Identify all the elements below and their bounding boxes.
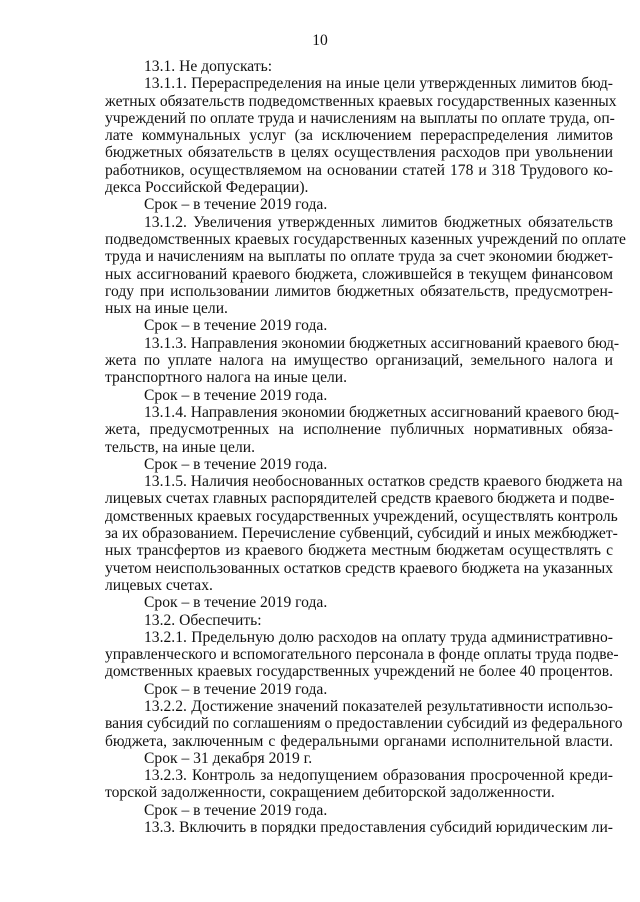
text-line: за их образованием. Перечисление субвенций, субсидий и иных межбюджет-: [105, 525, 618, 543]
text-line: Срок – в течение 2019 года.: [144, 196, 328, 214]
text-line: 13.2.1. Предельную долю расходов на оплату труда административно-: [144, 628, 613, 646]
text-line: учетом неиспользованных остатков средств краевого бюджета на указанных: [105, 559, 613, 577]
text-line: ных трансфертов из краевого бюджета местным бюджетам осуществлять с: [105, 542, 613, 560]
text-line: 13.1. Не допускать:: [144, 58, 273, 75]
text-line: 13.1.4. Направления экономии бюджетных ассигнований краевого бюд-: [144, 403, 620, 421]
text-line: жета, предусмотренных на исполнение публичных нормативных обяза-: [105, 421, 613, 439]
text-line: жетных обязательств подведомственных краевых государственных казенных: [105, 92, 617, 110]
text-line: 13.3. Включить в порядки предоставления субсидий юридическим ли-: [144, 819, 613, 837]
text-line: декса Российской Федерации).: [105, 179, 309, 197]
text-line: домственных краевых государственных учреждений не более 40 процентов.: [105, 663, 613, 681]
text-line: тельств, на иные цели.: [105, 438, 255, 456]
text-line: транспортного налога на иные цели.: [105, 369, 348, 387]
text-line: Срок – 31 декабря 2019 г.: [144, 749, 313, 767]
text-line: 13.1.2. Увеличения утвержденных лимитов бюджетных обязательств: [144, 213, 613, 231]
text-line: подведомственных краевых государственных казенных учреждений по оплате: [105, 230, 626, 248]
text-line: 13.1.5. Наличия необоснованных остатков средств краевого бюджета на: [144, 473, 623, 491]
text-line: труда и начислениям на выплаты по оплате труда за счет экономии бюджет-: [105, 248, 613, 266]
text-line: Срок – в течение 2019 года.: [144, 455, 328, 473]
text-line: бюджета, заключенным с федеральными органами исполнительной власти.: [105, 732, 613, 750]
text-line: лицевых счетах главных распорядителей средств краевого бюджета и подве-: [105, 490, 615, 508]
text-line: 13.2.2. Достижение значений показателей результативности использо-: [144, 697, 613, 715]
text-line: Срок – в течение 2019 года.: [144, 386, 328, 404]
document-body: [105, 58, 626, 837]
text-line: 13.1.1. Перераспределения на иные цели утвержденных лимитов бюд-: [144, 75, 613, 93]
text-line: домственных краевых государственных учреждений, осуществлять контроль: [105, 507, 618, 525]
page-number: 10: [312, 32, 328, 49]
text-line: торской задолженности, сокращением дебиторской задолженности.: [105, 784, 555, 802]
text-line: лицевых счетах.: [105, 576, 213, 594]
text-line: Срок – в течение 2019 года.: [144, 594, 328, 612]
text-line: бюджетных обязательств в целях осуществления расходов при увольнении: [105, 144, 613, 162]
text-line: учреждений по оплате труда и начислениям на выплаты по оплате труда, оп-: [105, 109, 615, 127]
text-line: 13.2.3. Контроль за недопущением образования просроченной креди-: [144, 767, 613, 785]
text-line: Срок – в течение 2019 года.: [144, 801, 328, 819]
text-line: жета по уплате налога на имущество организаций, земельного налога и: [105, 352, 613, 370]
text-line: 13.2. Обеспечить:: [144, 611, 262, 629]
text-line: управленческого и вспомогательного персонала в фонде оплаты труда подве-: [105, 646, 619, 664]
text-line: году при использовании лимитов бюджетных обязательств, предусмотрен-: [105, 282, 613, 300]
text-line: Срок – в течение 2019 года.: [144, 317, 328, 335]
text-line: ных на иные цели.: [105, 300, 228, 318]
text-line: работников, осуществляемом на основании статей 178 и 318 Трудового ко-: [105, 161, 613, 179]
text-line: лате коммунальных услуг (за исключением перераспределения лимитов: [105, 127, 613, 145]
text-line: ных ассигнований краевого бюджета, сложившейся в текущем финансовом: [105, 265, 613, 283]
text-line: 13.1.3. Направления экономии бюджетных ассигнований краевого бюд-: [144, 334, 620, 352]
text-line: вания субсидий по соглашениям о предоставлении субсидий из федерального: [105, 715, 623, 733]
text-line: Срок – в течение 2019 года.: [144, 680, 328, 698]
